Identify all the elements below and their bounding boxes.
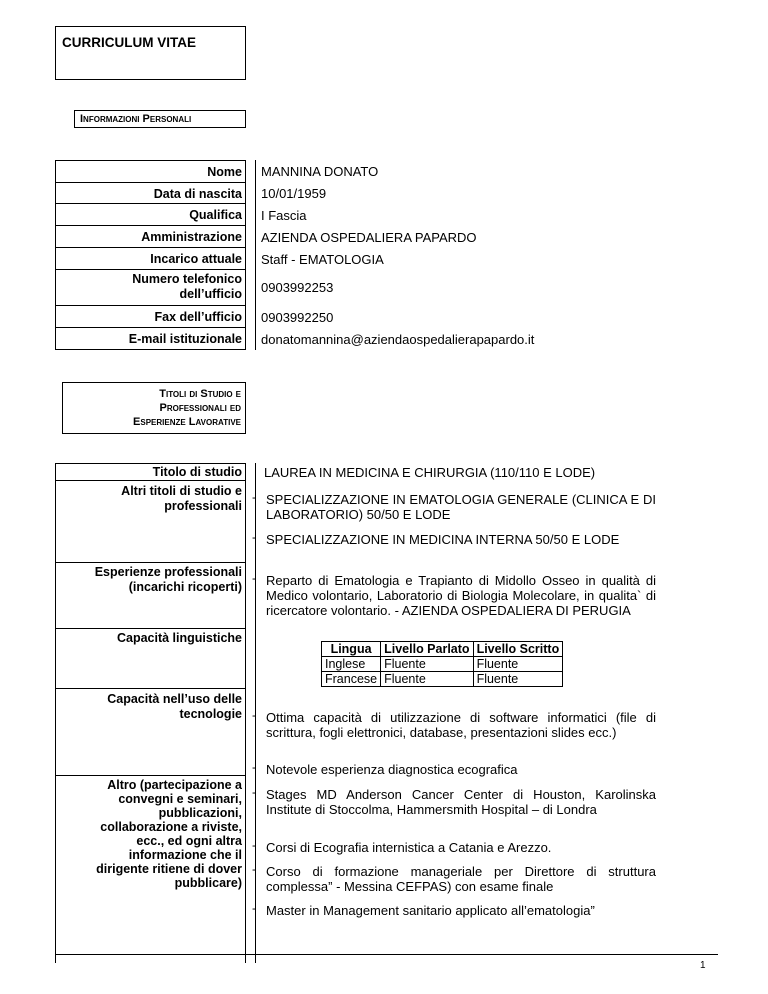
altri-titoli-text: SPECIALIZZAZIONE IN EMATOLOGIA GENERALE (CLINICA E DI LABORATORIO) 50/50 E LODE bbox=[266, 492, 656, 522]
label-email: E-mail istituzionale bbox=[128, 332, 242, 346]
table-row bbox=[322, 672, 563, 687]
row-divider bbox=[55, 305, 246, 306]
label-esperienze-1: Esperienze professionali bbox=[94, 565, 242, 579]
row-divider bbox=[55, 269, 246, 270]
label-telefono-1: Numero telefonico bbox=[132, 272, 242, 286]
label-altro-line: informazione che il bbox=[128, 848, 242, 862]
tecnologie-text: Notevole esperienza diagnostica ecografica bbox=[266, 762, 518, 777]
altro-item bbox=[252, 840, 656, 855]
row-divider bbox=[55, 562, 246, 563]
value-telefono: 0903992253 bbox=[261, 280, 334, 295]
altri-titoli-text: SPECIALIZZAZIONE IN MEDICINA INTERNA 50/50 E LODE bbox=[266, 532, 620, 547]
section-titles-line-1: Titoli di Studio e bbox=[159, 388, 241, 400]
label-altro-line: dirigente ritiene di dover bbox=[96, 862, 242, 876]
row-divider bbox=[55, 480, 246, 481]
table-row bbox=[322, 657, 563, 672]
title-box bbox=[55, 26, 246, 80]
row-divider bbox=[55, 247, 246, 248]
label-amministrazione: Amministrazione bbox=[141, 230, 242, 244]
altro-item bbox=[252, 864, 656, 894]
esperienze-text: Reparto di Ematologia e Trapianto di Midollo Osseo in qualità di Medico volontario, Laboratorio di Biologia Molecolare, in qualita` di ricercatore volontario. - AZIENDA OSPEDALIERA DI PERUGIA bbox=[266, 573, 656, 618]
label-altri-titoli-1: Altri titoli di studio e bbox=[121, 484, 242, 498]
section-personal-label: Informazioni Personali bbox=[80, 113, 192, 125]
altro-text: Corsi di Ecografia internistica a Catania e Arezzo. bbox=[266, 840, 552, 855]
cell-lingua: Francese bbox=[322, 672, 381, 687]
header-livello-parlato: Livello Parlato bbox=[381, 642, 473, 657]
personal-info-divider bbox=[255, 160, 256, 350]
altro-item bbox=[252, 903, 656, 918]
cell-scritto: Fluente bbox=[473, 657, 563, 672]
altro-text: Corso di formazione manageriale per Direttore di struttura complessa” - Messina CEFPAS) con esame finale bbox=[266, 864, 656, 894]
value-titolo-studio: LAUREA IN MEDICINA E CHIRURGIA (110/110 E LODE) bbox=[264, 465, 596, 480]
document-title: CURRICULUM VITAE bbox=[62, 35, 196, 50]
row-divider bbox=[55, 203, 246, 204]
altro-text: Stages MD Anderson Cancer Center di Houston, Karolinska Institute di Stoccolma, Hammersmith Hospital – di Londra bbox=[266, 787, 656, 817]
dash-bullet: - bbox=[252, 530, 256, 544]
value-qualifica: I Fascia bbox=[261, 208, 307, 223]
label-altri-titoli-2: professionali bbox=[164, 499, 242, 513]
value-data-nascita: 10/01/1959 bbox=[261, 186, 327, 201]
header-lingua: Lingua bbox=[322, 642, 381, 657]
row-divider bbox=[55, 225, 246, 226]
section-titles-line-3: Esperienze Lavorative bbox=[133, 416, 241, 428]
dash-bullet: - bbox=[252, 708, 256, 722]
dash-bullet: - bbox=[252, 490, 256, 504]
label-tecnologie-2: tecnologie bbox=[179, 707, 242, 721]
label-qualifica: Qualifica bbox=[189, 208, 242, 222]
section-header-titles bbox=[62, 382, 246, 434]
dash-bullet: - bbox=[252, 785, 256, 799]
dash-bullet: - bbox=[252, 838, 256, 852]
row-divider bbox=[55, 182, 246, 183]
altro-text: Master in Management sanitario applicato all’ematologia” bbox=[266, 903, 595, 918]
altri-titoli-item bbox=[252, 532, 656, 547]
label-altro-line: Altro (partecipazione a bbox=[107, 778, 242, 792]
label-tecnologie-1: Capacità nell’uso delle bbox=[107, 692, 242, 706]
label-altro-line: pubblicare) bbox=[174, 876, 242, 890]
label-data-nascita: Data di nascita bbox=[153, 187, 242, 201]
tecnologie-text: Ottima capacità di utilizzazione di software informatici (file di scrittura, fogli elettronici, database, presentazioni slides ecc.) bbox=[266, 710, 656, 740]
header-livello-scritto: Livello Scritto bbox=[473, 642, 563, 657]
dash-bullet: - bbox=[252, 760, 256, 774]
label-altro-line: pubblicazioni, bbox=[158, 806, 242, 820]
label-altro-line: convegni e seminari, bbox=[118, 792, 242, 806]
tecnologie-item bbox=[252, 710, 656, 740]
label-titolo-studio: Titolo di studio bbox=[152, 465, 242, 479]
cell-parlato: Fluente bbox=[381, 657, 473, 672]
page-number: 1 bbox=[700, 960, 706, 971]
label-altro bbox=[60, 778, 242, 890]
dash-bullet: - bbox=[252, 571, 256, 585]
label-fax: Fax dell’ufficio bbox=[154, 310, 242, 324]
label-esperienze-2: (incarichi ricoperti) bbox=[128, 580, 242, 594]
tecnologie-item bbox=[252, 762, 656, 777]
altro-item bbox=[252, 787, 656, 817]
value-email: donatomannina@aziendaospedalierapapardo.it bbox=[261, 332, 535, 347]
value-fax: 0903992250 bbox=[261, 310, 334, 325]
section-titles-line-2: Professionali ed bbox=[159, 402, 241, 414]
altri-titoli-item bbox=[252, 492, 656, 522]
label-incarico: Incarico attuale bbox=[150, 252, 242, 266]
cell-scritto: Fluente bbox=[473, 672, 563, 687]
value-incarico: Staff - EMATOLOGIA bbox=[261, 252, 384, 267]
section-header-personal bbox=[74, 110, 246, 128]
label-altro-line: collaborazione a riviste, bbox=[100, 820, 242, 834]
cell-lingua: Inglese bbox=[322, 657, 381, 672]
label-nome: Nome bbox=[207, 165, 242, 179]
row-divider bbox=[55, 775, 246, 776]
label-telefono-2: dell’ufficio bbox=[179, 287, 242, 301]
language-table bbox=[321, 641, 563, 687]
label-lingue: Capacità linguistiche bbox=[116, 631, 242, 645]
language-header-row bbox=[322, 642, 563, 657]
esperienze-item bbox=[252, 573, 656, 618]
value-amministrazione: AZIENDA OSPEDALIERA PAPARDO bbox=[261, 230, 477, 245]
label-altro-line: ecc., ed ogni altra bbox=[136, 834, 242, 848]
cell-parlato: Fluente bbox=[381, 672, 473, 687]
page-footer-rule bbox=[55, 954, 718, 955]
row-divider bbox=[55, 688, 246, 689]
dash-bullet: - bbox=[252, 901, 256, 915]
value-nome: MANNINA DONATO bbox=[261, 164, 379, 179]
row-divider bbox=[55, 327, 246, 328]
dash-bullet: - bbox=[252, 862, 256, 876]
row-divider bbox=[55, 628, 246, 629]
